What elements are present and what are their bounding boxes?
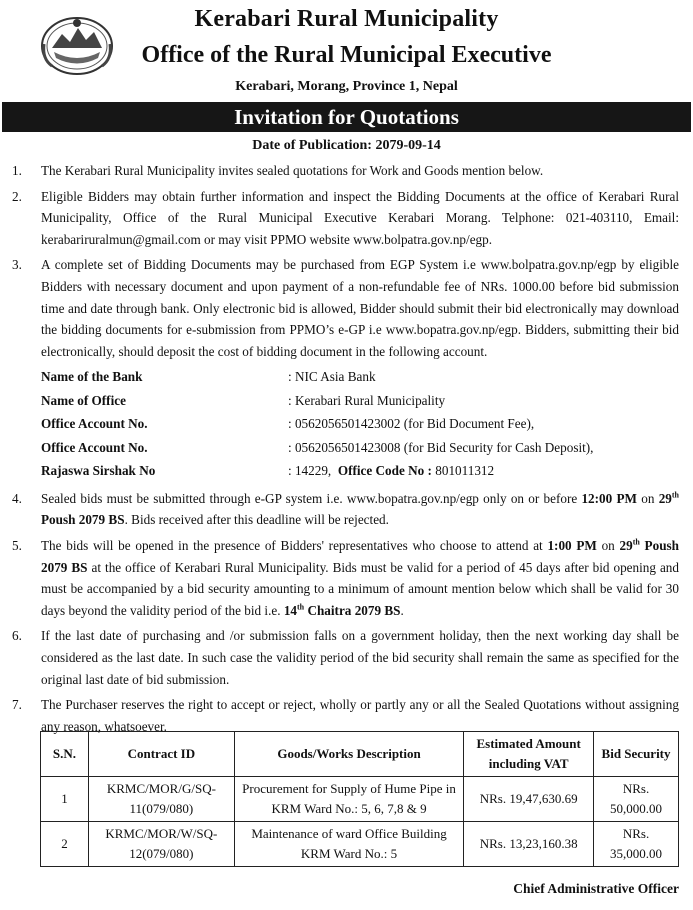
bank-label: Name of the Bank bbox=[41, 369, 143, 385]
clause-text: Eligible Bidders may obtain further information and inspect the Bidding Documents at the office of Kerabari Rural Municipality, Office of the Rural Municipal Executive Kerabari Morang. Telphone: 021-403110, Email: kerabariruralmun@gmail.com or may visit PPMO website www.bolpatra.gov.np/egp. bbox=[41, 188, 679, 247]
bank-label: Office Account No. bbox=[41, 439, 148, 455]
clause-text: The Kerabari Rural Municipality invites sealed quotations for Work and Goods mention below. bbox=[41, 163, 544, 178]
opening-month: Poush 2079 BS bbox=[41, 538, 679, 575]
column-header: Bid Security bbox=[594, 732, 679, 777]
clause-3 bbox=[0, 254, 693, 362]
bank-details bbox=[0, 366, 693, 484]
bank-value bbox=[288, 460, 494, 482]
table-cell: Maintenance of ward Office Building KRM Ward No.: 5 bbox=[234, 822, 463, 867]
publication-date-value: 2079-09-14 bbox=[375, 138, 441, 153]
table-cell: 2 bbox=[41, 822, 89, 867]
clause-text: on bbox=[596, 538, 620, 554]
letterhead bbox=[0, 0, 693, 100]
ordinal-suffix: th bbox=[297, 602, 305, 612]
clause-text: If the last date of purchasing and /or submission falls on a government holiday, then the next working day shall be considered as the last date. In such case the validity period of the bid security shall remain the same as specified for the original last date of bid submission. bbox=[41, 628, 679, 687]
table-cell: KRMC/MOR/G/SQ-11(079/080) bbox=[88, 777, 234, 822]
bank-label: Rajaswa Sirshak No bbox=[41, 463, 156, 479]
bank-value: : Kerabari Rural Municipality bbox=[288, 392, 446, 408]
clause-number: 4. bbox=[12, 490, 22, 506]
opening-day: 29 bbox=[619, 538, 633, 554]
clause-text: at the office of Kerabari Rural Municipality. Bids must be valid for a period of 45 days after bid opening and must be accompanied by a bid security amounting to a minimum of amount mention below which shall be valid for 30 days beyond the validity period of the bid i.e. bbox=[41, 559, 679, 618]
publication-date bbox=[0, 138, 693, 154]
office-address: Kerabari, Morang, Province 1, Nepal bbox=[235, 79, 458, 94]
clause-text: The Purchaser reserves the right to accept or reject, wholly or partly any or all the Sealed Quotations without assigning any reason, whatsoever. bbox=[41, 697, 679, 734]
notice-title-banner: Invitation for Quotations bbox=[2, 102, 691, 132]
clause-text: A complete set of Bidding Documents may be purchased from EGP System i.e www.bolpatra.gov.np/egp by eligible Bidders with necessary document and upon payment of a non-refundable fee of NRs. 1000.00 before bid submission time and date through bank. Only electronic bid is allowed, Bidder should submit their bid electronically may download the bidding documents for e-submission from PPMO’s e-GP i.e www.bopatra.gov.np/egp. Bidders, submitting their bid electronically, should deposit the cost of bidding document in the following account. bbox=[41, 257, 679, 359]
clause-1 bbox=[0, 160, 693, 182]
bank-label: Name of Office bbox=[41, 392, 126, 408]
table-cell: NRs. 35,000.00 bbox=[594, 822, 679, 867]
table-cell: KRMC/MOR/W/SQ-12(079/080) bbox=[88, 822, 234, 867]
table-row bbox=[41, 777, 679, 822]
table-cell: NRs. 13,23,160.38 bbox=[464, 822, 594, 867]
notice-body bbox=[0, 160, 693, 741]
clause-number: 2. bbox=[12, 188, 22, 204]
office-name: Office of the Rural Municipal Executive bbox=[141, 42, 552, 68]
table-cell: Procurement for Supply of Hume Pipe in KRM Ward No.: 5, 6, 7,8 & 9 bbox=[234, 777, 463, 822]
column-header: S.N. bbox=[41, 732, 89, 777]
clause-number: 1. bbox=[12, 163, 22, 178]
bank-row bbox=[0, 413, 693, 437]
bank-row bbox=[0, 460, 693, 484]
table-row bbox=[41, 822, 679, 867]
clause-6 bbox=[0, 625, 693, 690]
table-cell: NRs. 50,000.00 bbox=[594, 777, 679, 822]
bank-row bbox=[0, 366, 693, 390]
column-header: Contract ID bbox=[88, 732, 234, 777]
clause-text: . Bids received after this deadline will be rejected. bbox=[124, 512, 389, 528]
rajaswa-value: : 14229, bbox=[288, 463, 332, 479]
office-code-value: 801011312 bbox=[435, 463, 495, 479]
signatory: Chief Administrative Officer bbox=[513, 881, 679, 896]
table-cell: 1 bbox=[41, 777, 89, 822]
clause-5 bbox=[0, 535, 693, 621]
clause-number: 3. bbox=[12, 257, 22, 273]
ordinal-suffix: th bbox=[671, 490, 679, 500]
validity-date bbox=[284, 603, 401, 618]
opening-time: 1:00 PM bbox=[547, 538, 597, 554]
bank-value: : NIC Asia Bank bbox=[288, 369, 376, 385]
office-code-label: Office Code No : bbox=[337, 463, 432, 479]
clause-number: 5. bbox=[12, 538, 22, 554]
clause-2 bbox=[0, 186, 693, 251]
table-cell: NRs. 19,47,630.69 bbox=[464, 777, 594, 822]
clause-number: 6. bbox=[12, 628, 22, 644]
clause-text: Sealed bids must be submitted through e-GP system i.e. www.bopatra.gov.np/egp only on or before bbox=[41, 490, 582, 506]
deadline-day: 29 bbox=[658, 490, 672, 506]
column-header: Goods/Works Description bbox=[234, 732, 463, 777]
municipality-name: Kerabari Rural Municipality bbox=[194, 6, 499, 32]
clause-text: The bids will be opened in the presence of Bidders' representatives who choose to attend at bbox=[41, 538, 548, 554]
clause-text: . bbox=[400, 602, 404, 618]
bank-row bbox=[0, 437, 693, 461]
validity-month: Chaitra 2079 BS bbox=[304, 602, 401, 618]
bank-value: : 0562056501423008 (for Bid Security for Cash Deposit), bbox=[288, 439, 594, 455]
column-header: Estimated Amount including VAT bbox=[464, 732, 594, 777]
clause-number: 7. bbox=[12, 697, 22, 713]
contracts-table bbox=[40, 731, 679, 867]
bank-value: : 0562056501423002 (for Bid Document Fee), bbox=[288, 416, 535, 432]
deadline-time: 12:00 PM bbox=[581, 490, 637, 506]
bank-row bbox=[0, 390, 693, 414]
publication-date-label: Date of Publication: bbox=[252, 138, 372, 153]
clause-4 bbox=[0, 488, 693, 531]
ordinal-suffix: th bbox=[632, 537, 640, 547]
table-header-row bbox=[41, 732, 679, 777]
bank-label: Office Account No. bbox=[41, 416, 148, 432]
deadline-month: Poush 2079 BS bbox=[41, 512, 125, 528]
validity-day: 14 bbox=[283, 602, 298, 618]
clause-text: on bbox=[636, 490, 659, 506]
